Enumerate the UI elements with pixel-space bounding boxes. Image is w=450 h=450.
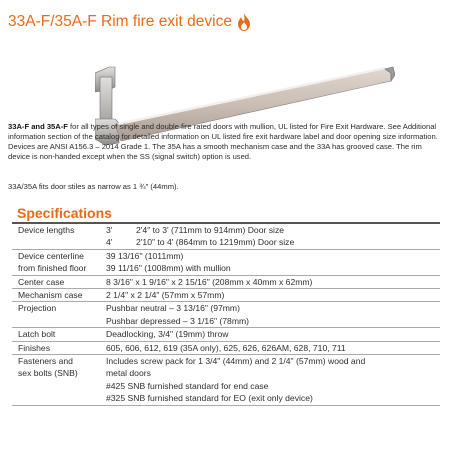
table-row [12,341,440,354]
specifications-table [12,222,440,406]
length-desc: 2'4" to 3' (711mm to 914mm) Door size [136,225,285,235]
row-value: 2 1/4" x 2 1/4" (57mm x 57mm) [106,290,225,301]
stile-note: 33A/35A fits door stiles as narrow as 1 ¾" (44mm). [8,182,179,191]
value-line: Pushbar neutral – 3 13/16" (97mm) [106,303,240,314]
row-value: 605, 606, 612, 619 (35A only), 625, 626, 626AM, 628, 710, 711 [106,342,346,353]
row-label: Finishes [18,342,50,353]
label-line: from finished floor [18,263,87,274]
value-line: metal doors [106,368,151,379]
table-row [12,249,440,275]
label-line: Device centerline [18,250,84,261]
value-line: Includes screw pack for 1 3/4" (44mm) and 2 1/4" (57mm) wood and [106,356,366,367]
row-label: Device lengths [18,225,75,235]
specifications-heading: Specifications [17,205,112,221]
row-label [12,249,100,275]
length-size: 3' [106,225,113,235]
value-line: Pushbar depressed – 3 1/16" (78mm) [106,315,250,326]
label-line: sex bolts (SNB) [18,368,78,379]
intro-text: for all types of single and double fire rated doors with mullion, UL listed for Fire Exit Hardware. See Additional information section of the catalog for detailed information on UL listed fire exit hardware label and door opening size information. Devices are ANSI A156.3 – 2014 Grade 1. The 35A has a smooth mechanism case and the 33A has grooved case. The rim device is non-handed except when the SS (signal switch) option is used. [8,122,438,161]
row-label: Mechanism case [18,290,83,301]
row-value [100,249,440,275]
table-row [12,275,440,288]
table-row [12,302,440,328]
value-line: #425 SNB furnished standard for end case [106,380,269,391]
length-size: 4' [106,237,113,248]
row-label: Center case [18,276,65,287]
page-title [8,9,251,35]
value-line [106,224,436,236]
row-value [100,302,440,328]
value-line: 39 11/16" (1008mm) with mullion [106,263,231,274]
title-text: 33A-F/35A-F Rim fire exit device [8,13,232,30]
intro-bold: 33A-F and 35A-F [8,122,68,131]
row-label: Projection [18,303,57,314]
table-row [12,223,440,249]
value-line: #325 SNB furnished standard for EO (exit only device) [106,393,313,404]
row-label [12,355,100,406]
intro-paragraph [8,122,444,162]
flame-icon [237,13,251,31]
table-row [12,355,440,406]
table-row [12,289,440,302]
value-line: 39 13/16" (1011mm) [106,250,184,261]
label-line: Fasteners and [18,356,73,367]
row-label: Latch bolt [18,329,56,340]
row-value: Deadlocking, 3/4" (19mm) throw [106,329,229,340]
length-desc: 2'10" to 4' (864mm to 1219mm) Door size [136,237,295,248]
value-line [106,236,436,248]
row-value [100,355,440,406]
table-row [12,328,440,341]
row-value [100,223,440,249]
row-value: 8 3/16" x 1 9/16" x 2 15/16" (208mm x 40mm x 62mm) [106,276,313,287]
